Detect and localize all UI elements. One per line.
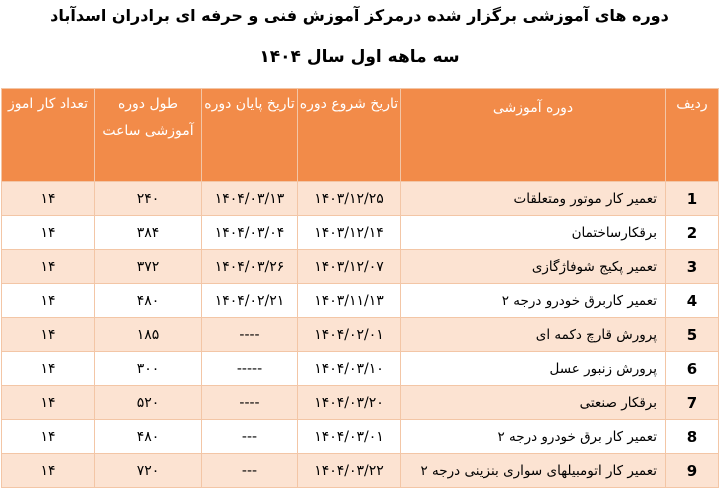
header-start-date: تاریخ شروع دوره bbox=[298, 89, 401, 182]
cell-duration: ۵۲۰ bbox=[95, 386, 202, 420]
cell-start-date: ۱۴۰۳/۱۲/۰۷ bbox=[298, 250, 401, 284]
cell-row-num: 1 bbox=[666, 182, 719, 216]
cell-end-date: ۱۴۰۴/۰۳/۱۳ bbox=[202, 182, 298, 216]
cell-duration: ۷۲۰ bbox=[95, 454, 202, 488]
cell-duration: ۳۸۴ bbox=[95, 216, 202, 250]
cell-start-date: ۱۴۰۳/۱۱/۱۳ bbox=[298, 284, 401, 318]
cell-trainees: ۱۴ bbox=[2, 386, 95, 420]
page-subtitle: سه ماهه اول سال ۱۴۰۴ bbox=[259, 47, 460, 67]
header-course: دوره آموزشی bbox=[401, 89, 666, 182]
cell-end-date: --- bbox=[202, 454, 298, 488]
cell-trainees: ۱۴ bbox=[2, 216, 95, 250]
cell-trainees: ۱۴ bbox=[2, 454, 95, 488]
cell-trainees: ۱۴ bbox=[2, 182, 95, 216]
page-title: دوره های آموزشی برگزار شده درمرکز آموزش فنی و حرفه ای برادران اسدآباد bbox=[50, 6, 669, 25]
cell-end-date: ۱۴۰۴/۰۳/۲۶ bbox=[202, 250, 298, 284]
table-body bbox=[2, 182, 719, 488]
cell-trainees: ۱۴ bbox=[2, 420, 95, 454]
cell-course: تعمیر کار موتور ومتعلقات bbox=[401, 182, 666, 216]
table-row bbox=[2, 420, 719, 454]
cell-row-num: 8 bbox=[666, 420, 719, 454]
courses-table bbox=[1, 88, 719, 488]
table-row bbox=[2, 318, 719, 352]
cell-duration: ۲۴۰ bbox=[95, 182, 202, 216]
table-row bbox=[2, 352, 719, 386]
table-row bbox=[2, 284, 719, 318]
cell-duration: ۴۸۰ bbox=[95, 420, 202, 454]
cell-course: برقکارساختمان bbox=[401, 216, 666, 250]
cell-row-num: 9 bbox=[666, 454, 719, 488]
cell-duration: ۳۰۰ bbox=[95, 352, 202, 386]
cell-duration: ۴۸۰ bbox=[95, 284, 202, 318]
cell-course: تعمیر پکیج شوفاژگازی bbox=[401, 250, 666, 284]
cell-course: تعمیر کار برق خودرو درجه ۲ bbox=[401, 420, 666, 454]
header-duration: طول دوره آموزشی ساعت bbox=[95, 89, 202, 182]
cell-course: پرورش قارچ دکمه ای bbox=[401, 318, 666, 352]
cell-start-date: ۱۴۰۳/۱۲/۱۴ bbox=[298, 216, 401, 250]
cell-start-date: ۱۴۰۳/۱۲/۲۵ bbox=[298, 182, 401, 216]
cell-course: تعمیر کار اتومبیلهای سواری بنزینی درجه ۲ bbox=[401, 454, 666, 488]
cell-start-date: ۱۴۰۴/۰۳/۰۱ bbox=[298, 420, 401, 454]
cell-course: تعمیر کاربرق خودرو درجه ۲ bbox=[401, 284, 666, 318]
cell-row-num: 3 bbox=[666, 250, 719, 284]
table-row bbox=[2, 454, 719, 488]
cell-end-date: ---- bbox=[202, 318, 298, 352]
cell-course: پرورش زنبور عسل bbox=[401, 352, 666, 386]
table-row bbox=[2, 216, 719, 250]
cell-row-num: 5 bbox=[666, 318, 719, 352]
cell-start-date: ۱۴۰۴/۰۳/۲۲ bbox=[298, 454, 401, 488]
cell-end-date: ---- bbox=[202, 386, 298, 420]
cell-start-date: ۱۴۰۴/۰۳/۲۰ bbox=[298, 386, 401, 420]
table-header-row bbox=[2, 89, 719, 182]
cell-row-num: 4 bbox=[666, 284, 719, 318]
cell-row-num: 2 bbox=[666, 216, 719, 250]
table-row bbox=[2, 182, 719, 216]
cell-end-date: ۱۴۰۴/۰۲/۲۱ bbox=[202, 284, 298, 318]
cell-duration: ۳۷۲ bbox=[95, 250, 202, 284]
cell-start-date: ۱۴۰۴/۰۲/۰۱ bbox=[298, 318, 401, 352]
cell-trainees: ۱۴ bbox=[2, 318, 95, 352]
cell-end-date: ۱۴۰۴/۰۳/۰۴ bbox=[202, 216, 298, 250]
cell-end-date: ----- bbox=[202, 352, 298, 386]
cell-duration: ۱۸۵ bbox=[95, 318, 202, 352]
header-trainees: تعداد کار اموز bbox=[2, 89, 95, 182]
table-row bbox=[2, 250, 719, 284]
table-row bbox=[2, 386, 719, 420]
header-row-num: ردیف bbox=[666, 89, 719, 182]
cell-end-date: --- bbox=[202, 420, 298, 454]
cell-trainees: ۱۴ bbox=[2, 352, 95, 386]
header-end-date: تاریخ پایان دوره bbox=[202, 89, 298, 182]
cell-course: برقکار صنعتی bbox=[401, 386, 666, 420]
cell-start-date: ۱۴۰۴/۰۳/۱۰ bbox=[298, 352, 401, 386]
cell-row-num: 7 bbox=[666, 386, 719, 420]
cell-trainees: ۱۴ bbox=[2, 284, 95, 318]
cell-row-num: 6 bbox=[666, 352, 719, 386]
cell-trainees: ۱۴ bbox=[2, 250, 95, 284]
